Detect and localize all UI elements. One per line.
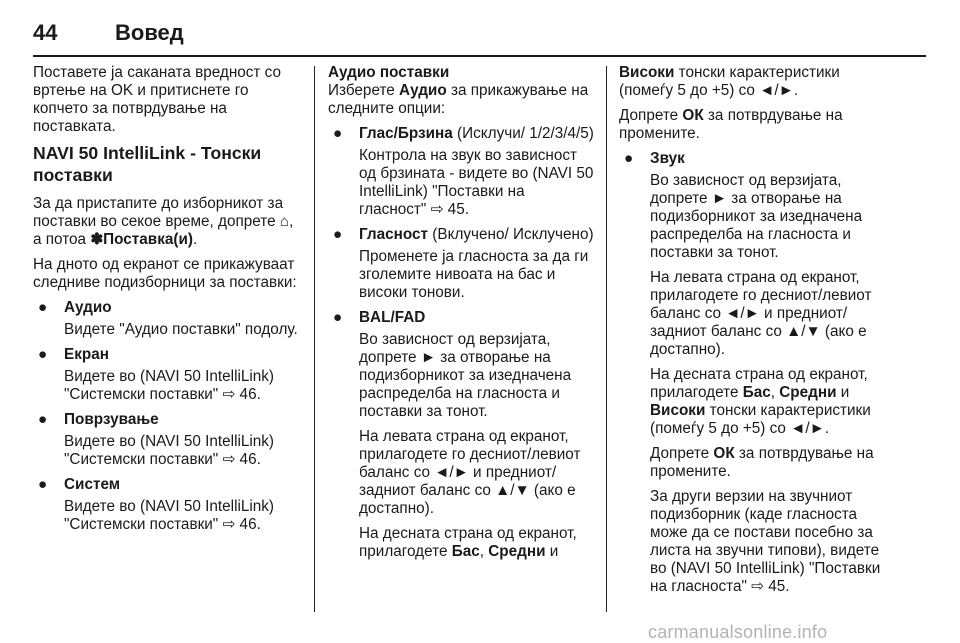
item-title: Аудио xyxy=(64,299,112,316)
confirm-text-2: за потврдување на промените. xyxy=(619,107,843,142)
settings-label: Поставка(и) xyxy=(103,231,193,248)
home-icon: ⌂ xyxy=(279,213,290,230)
tail-text: На десната страна од екранот, прилагодете xyxy=(359,525,577,560)
item-desc: Во зависност од верзијата, допрете ► за отворање на подизборникот за изедначена распределба на гласноста и поставки за тонот. xyxy=(359,331,572,420)
confirm-paragraph xyxy=(619,107,895,143)
bullet-icon: ● xyxy=(624,150,634,167)
tail-end: и xyxy=(549,543,559,560)
bullet-icon: ● xyxy=(38,299,48,316)
list-item xyxy=(33,299,305,339)
list-item xyxy=(33,411,305,469)
treble-paragraph xyxy=(619,64,895,100)
ok-label: ОК xyxy=(682,107,704,124)
audio-intro-text-2: за прикажување на следните опции: xyxy=(328,82,589,117)
tail-bass: Бас xyxy=(451,543,480,560)
list-item xyxy=(33,476,305,534)
item-desc: Видете "Аудио поставки" подолу. xyxy=(64,321,298,338)
column-3 xyxy=(619,64,895,603)
item-title: Гласност xyxy=(359,226,429,243)
list-item xyxy=(328,309,594,561)
bullet-icon: ● xyxy=(333,125,343,142)
list-item xyxy=(328,125,594,219)
item-title: Систем xyxy=(64,476,121,493)
column-2 xyxy=(328,64,594,568)
p3-and: и xyxy=(840,384,850,401)
confirm-text: Допрете xyxy=(619,107,679,124)
item-desc: Видете во (NAVI 50 IntelliLink) "Системски поставки" ⇨ 46. xyxy=(64,368,275,403)
column-1 xyxy=(33,64,305,541)
p3-treble: Високи xyxy=(650,402,706,419)
header-divider xyxy=(33,55,926,57)
page-title: Вовед xyxy=(115,20,184,45)
treble-bold: Високи xyxy=(619,64,675,81)
page-number: 44 xyxy=(33,20,58,45)
p4-text: Допрете xyxy=(650,445,710,462)
settings-icon: ✽ xyxy=(90,231,104,248)
column-divider-2 xyxy=(606,66,607,612)
item-desc: Видете во (NAVI 50 IntelliLink) "Системски поставки" ⇨ 46. xyxy=(64,498,275,533)
access-text-2: , а потоа xyxy=(33,213,294,248)
access-text: За да пристапите до изборникот за поставки во секое време, допрете xyxy=(33,195,284,230)
list-item xyxy=(33,346,305,404)
item-desc: Контрола на звук во зависност од брзината - видете во (NAVI 50 IntelliLink) "Поставки на гласност" ⇨ 45. xyxy=(359,147,594,218)
sound-p1: Во зависност од верзијата, допрете ► за отворање на подизборникот за изедначена распределба на гласноста и поставки за тонот. xyxy=(650,172,863,261)
item-desc: Видете во (NAVI 50 IntelliLink) "Системски поставки" ⇨ 46. xyxy=(64,433,275,468)
item-desc: Променете ја гласноста за да ги зголемите нивоата на бас и високи тонови. xyxy=(359,248,589,301)
item-title: Глас/Брзина xyxy=(359,125,453,142)
item-options: (Исклучи/ 1/2/3/4/5) xyxy=(452,125,594,142)
bullet-icon: ● xyxy=(38,411,48,428)
item-desc-2: На левата страна од екранот, прилагодете го десниот/левиот баланс со ◄/► и предниот/ задниот баланс со ▲/▼ (ако е достапно). xyxy=(359,428,581,517)
section-heading-audio-settings: Аудио поставки xyxy=(328,64,450,81)
item-desc-3 xyxy=(359,525,594,561)
audio-intro xyxy=(328,82,594,118)
item-title: Екран xyxy=(64,346,109,363)
p3-mid: Средни xyxy=(779,384,837,401)
item-title: Поврзување xyxy=(64,411,159,428)
list-item xyxy=(619,150,895,596)
p3-text: На десната страна од екранот, прилагодете xyxy=(650,366,868,401)
p4-text-2: за потврдување на промените. xyxy=(650,445,874,480)
audio-intro-bold: Аудио xyxy=(399,82,447,99)
p3-rest: тонски карактеристики (помеѓу 5 до +5) со ◄/►. xyxy=(650,402,871,437)
treble-text: тонски карактеристики (помеѓу 5 до +5) со ◄/►. xyxy=(619,64,840,99)
bullet-icon: ● xyxy=(333,226,343,243)
p4-ok: ОК xyxy=(713,445,735,462)
column-divider-1 xyxy=(314,66,315,612)
list-intro: На дното од екранот се прикажуваат следниве подизборници за поставки: xyxy=(33,256,297,291)
sound-p4 xyxy=(650,445,895,481)
tail-sep: , xyxy=(479,543,484,560)
tail-mid: Средни xyxy=(488,543,546,560)
bullet-icon: ● xyxy=(333,309,343,326)
access-paragraph xyxy=(33,195,305,249)
p3-bass: Бас xyxy=(742,384,771,401)
item-options: (Вклучено/ Исклучено) xyxy=(428,226,594,243)
bullet-icon: ● xyxy=(38,476,48,493)
intro-paragraph: Поставете ја саканата вредност со вртење на OK и притиснете го копчето за потврдување на поставката. xyxy=(33,64,282,135)
p3-sep: , xyxy=(770,384,775,401)
sound-p2: На левата страна од екранот, прилагодете го десниот/левиот баланс со ◄/► и предниот/ задниот баланс со ▲/▼ (ако е достапно). xyxy=(650,269,872,358)
item-title: BAL/FAD xyxy=(359,309,426,326)
access-end: . xyxy=(192,231,198,248)
list-item xyxy=(328,226,594,302)
watermark: carmanualsonline.info xyxy=(648,622,828,642)
audio-intro-text: Изберете xyxy=(328,82,395,99)
item-title: Звук xyxy=(650,150,685,167)
bullet-icon: ● xyxy=(38,346,48,363)
sound-p3 xyxy=(650,366,895,438)
sound-p5: За други верзии на звучниот подизборник (каде гласноста може да се постави посебно за листа на звучни типови), видете во (NAVI 50 IntelliLink) "Поставки на гласноста" ⇨ 45. xyxy=(650,488,881,595)
page-header xyxy=(33,20,923,54)
section-heading-tone-settings: NAVI 50 IntelliLink - Тонски поставки xyxy=(33,143,262,185)
